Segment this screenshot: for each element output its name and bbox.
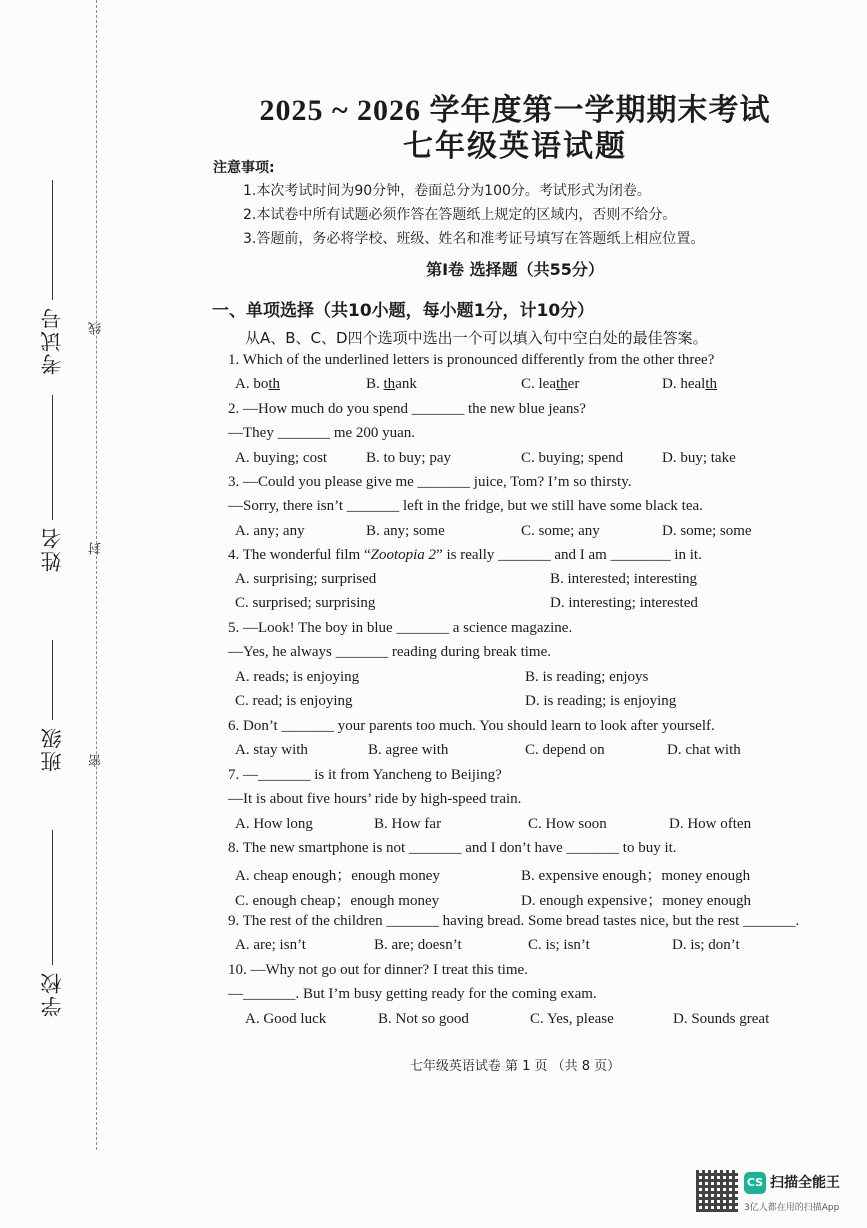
class-label: 班级 bbox=[40, 726, 64, 772]
question-10-option-b: B. Not so good bbox=[378, 1011, 469, 1027]
question-3-stem: 3. —Could you please give me _______ juice, Tom? I’m so thirsty. bbox=[228, 474, 632, 490]
question-5-option-b: B. is reading; enjoys bbox=[525, 669, 649, 685]
question-8-option-a: A. cheap enough；enough money bbox=[235, 868, 440, 884]
question-6-stem: 6. Don’t _______ your parents too much. You should learn to look after yourself. bbox=[228, 718, 715, 734]
school-blank bbox=[52, 830, 53, 965]
question-10-option-a: A. Good luck bbox=[245, 1011, 327, 1027]
question-3-option-b: B. any; some bbox=[366, 523, 445, 539]
question-7-option-d: D. How often bbox=[669, 816, 752, 832]
class-blank bbox=[52, 640, 53, 720]
question-8-option-c: C. enough cheap；enough money bbox=[235, 893, 440, 909]
seal-mark-seal: 封 bbox=[89, 542, 104, 555]
question-9-stem: 9. The rest of the children _______ having bread. Some bread tastes nice, but the rest _______. bbox=[228, 913, 800, 929]
question-4-option-d: D. interesting; interested bbox=[550, 595, 698, 611]
name-field bbox=[34, 395, 70, 572]
question-6-option-c: C. depend on bbox=[525, 742, 605, 758]
question-1-option-a: A. both bbox=[235, 376, 281, 392]
school-field bbox=[34, 830, 70, 1017]
camscanner-name: 扫描全能王 bbox=[770, 1175, 840, 1191]
question-7-option-b: B. How far bbox=[374, 816, 442, 832]
question-3-stem-2: —Sorry, there isn’t _______ left in the fridge, but we still have some black tea. bbox=[228, 498, 703, 514]
question-4-stem: 4. The wonderful film “Zootopia 2” is really _______ and I am ________ in it. bbox=[228, 547, 702, 563]
question-2-option-c: C. buying; spend bbox=[521, 450, 624, 466]
question-6-option-b: B. agree with bbox=[368, 742, 449, 758]
film-title: Zootopia 2 bbox=[370, 547, 437, 563]
question-9-option-a: A. are; isn’t bbox=[235, 937, 306, 953]
exam-number-field bbox=[34, 180, 70, 375]
camscanner-tagline: 3亿人都在用的扫描App bbox=[744, 1203, 840, 1213]
question-5-stem: 5. —Look! The boy in blue _______ a science magazine. bbox=[228, 620, 573, 636]
question-8-option-b: B. expensive enough；money enough bbox=[521, 868, 751, 884]
notice-item-2: 2.本试卷中所有试题必须作答在答题纸上规定的区域内，否则不给分。 bbox=[243, 207, 677, 223]
question-3-option-c: C. some; any bbox=[521, 523, 600, 539]
question-5-option-c: C. read; is enjoying bbox=[235, 693, 353, 709]
part-title: 第Ⅰ卷 选择题（共55分） bbox=[426, 260, 604, 279]
question-5-option-d: D. is reading; is enjoying bbox=[525, 693, 677, 709]
question-2-stem-2: —They _______ me 200 yuan. bbox=[228, 425, 416, 441]
question-2-option-b: B. to buy; pay bbox=[366, 450, 451, 466]
question-2-option-a: A. buying; cost bbox=[235, 450, 328, 466]
question-9-option-d: D. is; don’t bbox=[672, 937, 740, 953]
name-label: 姓名 bbox=[40, 526, 64, 572]
name-blank bbox=[52, 395, 53, 520]
school-label: 学校 bbox=[40, 971, 64, 1017]
question-4-option-c: C. surprised; surprising bbox=[235, 595, 376, 611]
question-8-option-d: D. enough expensive；money enough bbox=[521, 893, 751, 909]
exam-number-blank bbox=[52, 180, 53, 300]
question-1-option-d: D. health bbox=[662, 376, 717, 392]
notice-heading: 注意事项: bbox=[213, 160, 275, 176]
class-field bbox=[34, 640, 70, 772]
question-3-option-d: D. some; some bbox=[662, 523, 752, 539]
seal-mark-secret: 密 bbox=[89, 754, 104, 767]
binding-dashed-line bbox=[96, 0, 97, 1150]
question-6-option-a: A. stay with bbox=[235, 742, 308, 758]
question-10-stem-2: —_______. But I’m busy getting ready for the coming exam. bbox=[228, 986, 597, 1002]
question-6-option-d: D. chat with bbox=[667, 742, 741, 758]
section-title: 一、单项选择（共10小题，每小题1分，计10分） bbox=[212, 301, 595, 321]
notice-item-1: 1.本次考试时间为90分钟，卷面总分为100分。考试形式为闭卷。 bbox=[243, 183, 651, 199]
page-footer: 七年级英语试卷 第 1 页 （共 8 页） bbox=[409, 1059, 621, 1074]
question-5-stem-2: —Yes, he always _______ reading during break time. bbox=[228, 644, 551, 660]
camscanner-logo-icon: CS bbox=[744, 1172, 766, 1194]
question-1-stem: 1. Which of the underlined letters is pronounced differently from the other three? bbox=[228, 352, 715, 368]
question-9-option-c: C. is; isn’t bbox=[528, 937, 590, 953]
qr-code-icon bbox=[696, 1170, 738, 1212]
question-7-stem: 7. —_______ is it from Yancheng to Beijing? bbox=[228, 767, 502, 783]
question-10-option-c: C. Yes, please bbox=[530, 1011, 614, 1027]
question-7-option-c: C. How soon bbox=[528, 816, 607, 832]
question-1-option-c: C. leather bbox=[521, 376, 580, 392]
question-2-option-d: D. buy; take bbox=[662, 450, 736, 466]
question-8-stem: 8. The new smartphone is not _______ and I don’t have _______ to buy it. bbox=[228, 840, 677, 856]
question-4-option-b: B. interested; interesting bbox=[550, 571, 698, 587]
exam-number-label: 考试号 bbox=[40, 306, 64, 375]
seal-mark-line: 线 bbox=[89, 322, 104, 335]
question-10-stem: 10. —Why not go out for dinner? I treat this time. bbox=[228, 962, 528, 978]
section-instruction: 从A、B、C、D四个选项中选出一个可以填入句中空白处的最佳答案。 bbox=[245, 329, 708, 347]
question-5-option-a: A. reads; is enjoying bbox=[235, 669, 360, 685]
question-1-option-b: B. thank bbox=[366, 376, 417, 392]
question-2-stem: 2. —How much do you spend _______ the new blue jeans? bbox=[228, 401, 586, 417]
question-3-option-a: A. any; any bbox=[235, 523, 305, 539]
question-7-option-a: A. How long bbox=[235, 816, 313, 832]
question-7-stem-2: —It is about five hours’ ride by high-speed train. bbox=[228, 791, 522, 807]
question-10-option-d: D. Sounds great bbox=[673, 1011, 770, 1027]
exam-title: 2025 ~ 2026 学年度第一学期期末考试 bbox=[259, 94, 771, 127]
notice-item-3: 3.答题前，务必将学校、班级、姓名和准考证号填写在答题纸上相应位置。 bbox=[243, 231, 705, 247]
question-4-option-a: A. surprising; surprised bbox=[235, 571, 377, 587]
exam-subtitle: 七年级英语试题 bbox=[403, 130, 627, 163]
question-9-option-b: B. are; doesn’t bbox=[374, 937, 462, 953]
